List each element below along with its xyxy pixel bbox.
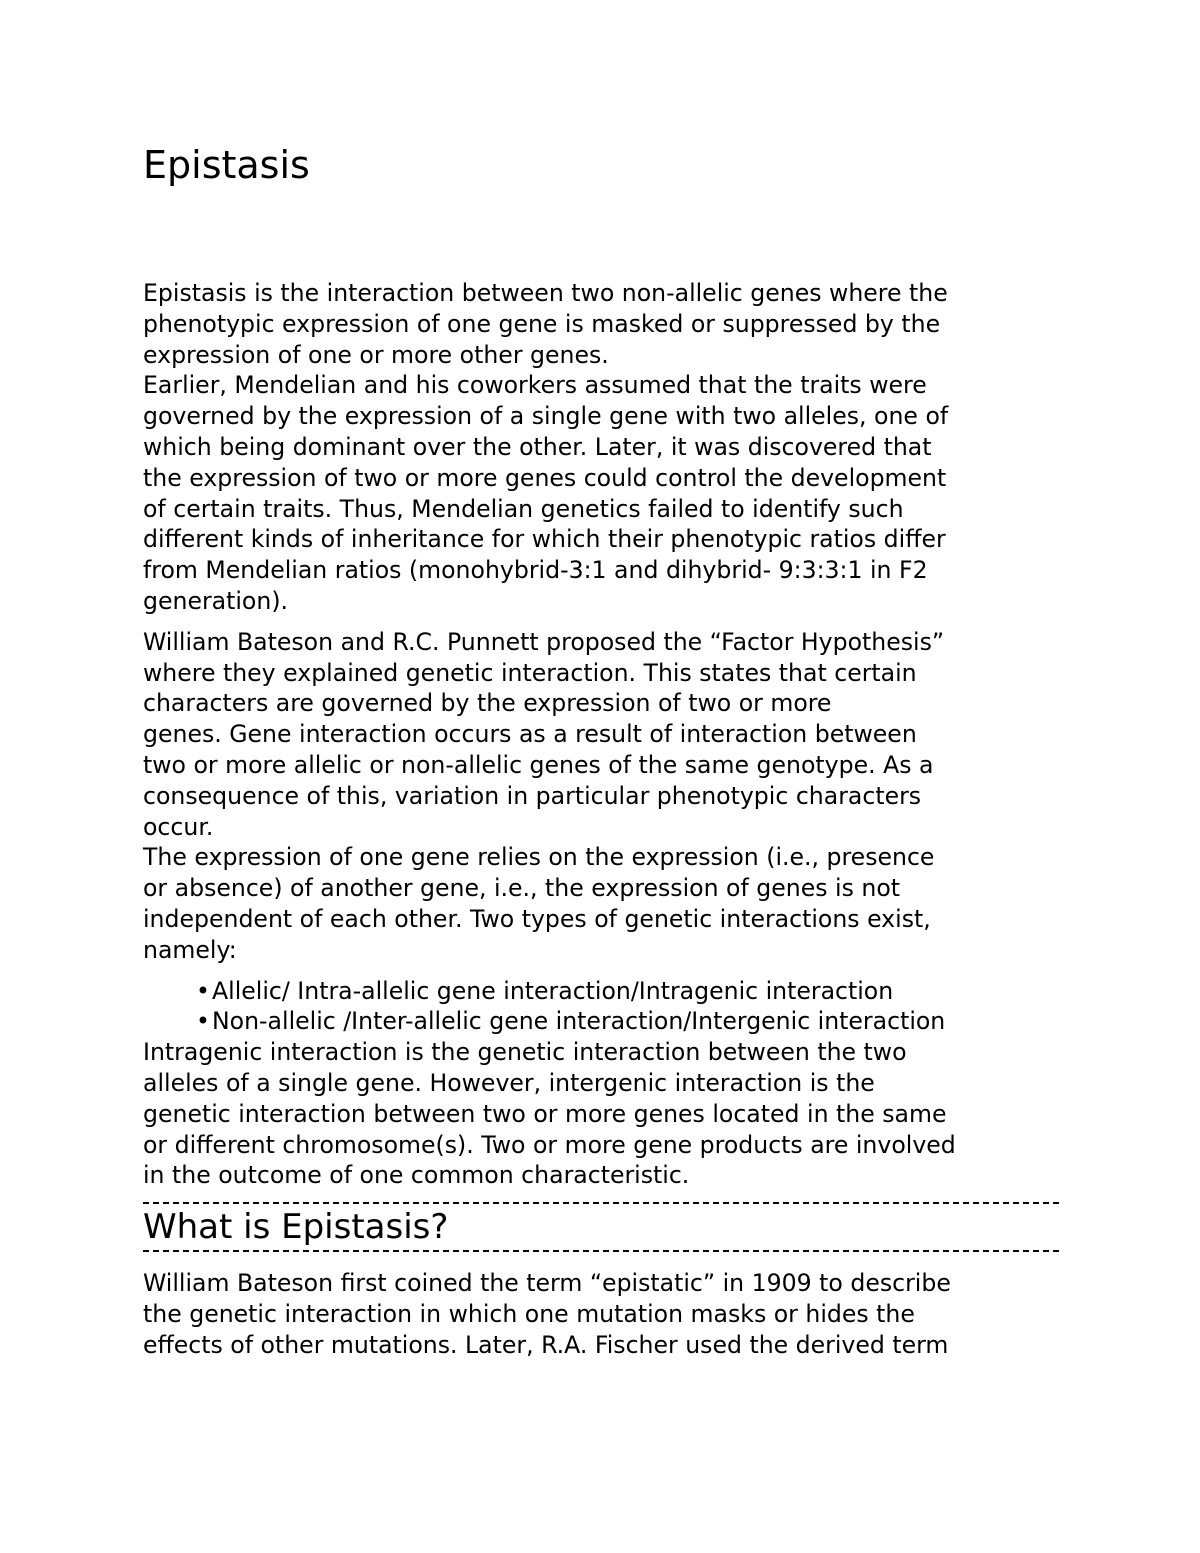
- paragraph-definition: [143, 278, 1073, 370]
- section-divider-top: [143, 1202, 1059, 1204]
- paragraph-bateson-term: [143, 1268, 1073, 1360]
- paragraph-intragenic: [143, 1037, 1073, 1191]
- text-line: genes. Gene interaction occurs as a result of interaction between: [143, 720, 917, 749]
- text-line: Intragenic interaction is the genetic interaction between the two: [143, 1038, 907, 1067]
- text-line: genetic interaction between two or more genes located in the same: [143, 1099, 947, 1128]
- text-line: characters are governed by the expression of two or more: [143, 689, 832, 718]
- text-line: or absence) of another gene, i.e., the expression of genes is not: [143, 874, 901, 903]
- text-line: phenotypic expression of one gene is masked or suppressed by the: [143, 309, 941, 338]
- text-line: Earlier, Mendelian and his coworkers assumed that the traits were: [143, 371, 927, 400]
- section-heading: What is Epistasis?: [143, 1207, 449, 1247]
- text-line: of certain traits. Thus, Mendelian genetics failed to identify such: [143, 494, 904, 523]
- main-body: [143, 278, 1073, 1191]
- text-line: namely:: [143, 935, 237, 964]
- text-line: in the outcome of one common characteristic.: [143, 1161, 690, 1190]
- paragraph-gap: [143, 617, 1073, 627]
- text-line: The expression of one gene relies on the expression (i.e., presence: [143, 843, 935, 872]
- text-line: effects of other mutations. Later, R.A. Fischer used the derived term: [143, 1330, 949, 1359]
- text-line: William Bateson first coined the term “epistatic” in 1909 to describe: [143, 1269, 951, 1297]
- paragraph-gap: [143, 966, 1073, 976]
- list-item: [143, 1006, 1073, 1037]
- text-line: governed by the expression of a single gene with two alleles, one of: [143, 402, 949, 431]
- text-line: consequence of this, variation in particular phenotypic characters: [143, 781, 922, 810]
- text-line: the expression of two or more genes could control the development: [143, 463, 947, 492]
- text-line: or different chromosome(s). Two or more gene products are involved: [143, 1130, 956, 1159]
- text-line: alleles of a single gene. However, intergenic interaction is the: [143, 1068, 875, 1097]
- text-line: Epistasis is the interaction between two non-allelic genes where the: [143, 279, 948, 307]
- list-item: [143, 976, 1073, 1007]
- paragraph-mendelian: [143, 370, 1073, 616]
- text-line: where they explained genetic interaction. This states that certain: [143, 658, 917, 687]
- text-line: independent of each other. Two types of genetic interactions exist,: [143, 904, 931, 933]
- text-line: occur.: [143, 812, 214, 841]
- text-line: two or more allelic or non-allelic genes of the same genotype. As a: [143, 750, 934, 779]
- bullet-icon: •: [196, 976, 210, 1005]
- text-line: the genetic interaction in which one mutation masks or hides the: [143, 1299, 915, 1328]
- document-title: Epistasis: [143, 143, 310, 187]
- text-line: which being dominant over the other. Later, it was discovered that: [143, 432, 932, 461]
- text-line: from Mendelian ratios (monohybrid-3:1 and dihybrid- 9:3:3:1 in F2: [143, 556, 928, 585]
- text-line: expression of one or more other genes.: [143, 340, 609, 369]
- section-body: [143, 1268, 1073, 1360]
- paragraph-factor-hypothesis: [143, 627, 1073, 843]
- section-divider-bottom: [143, 1250, 1059, 1252]
- text-line: generation).: [143, 586, 289, 615]
- text-line: William Bateson and R.C. Punnett proposed the “Factor Hypothesis”: [143, 627, 945, 656]
- text-line: different kinds of inheritance for which their phenotypic ratios differ: [143, 525, 946, 554]
- paragraph-gene-dependence: [143, 842, 1073, 965]
- list-item-text: Non-allelic /Inter-allelic gene interaction/Intergenic interaction: [212, 1007, 946, 1036]
- list-item-text: Allelic/ Intra-allelic gene interaction/Intragenic interaction: [212, 976, 894, 1005]
- bullet-icon: •: [196, 1007, 210, 1036]
- bullet-list: [143, 976, 1073, 1038]
